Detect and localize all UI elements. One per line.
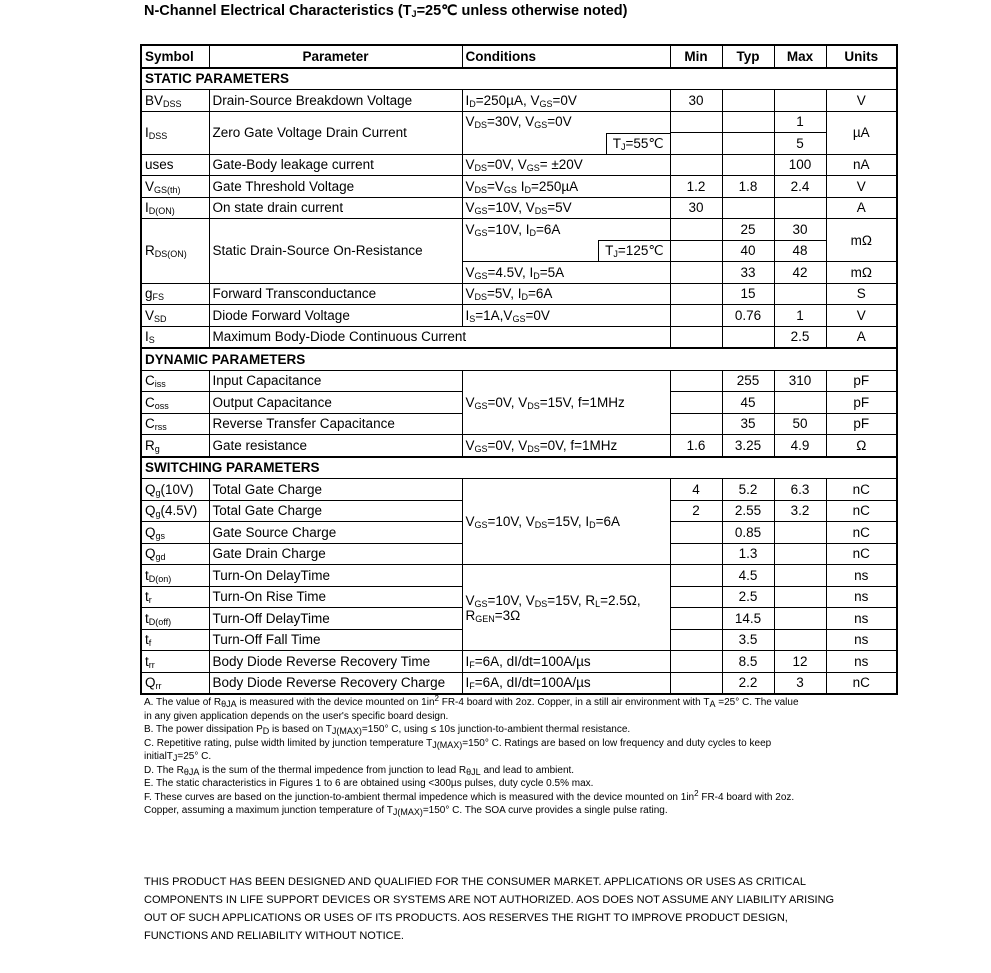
conditions-cell: $V_{GS}=10V$, $I_D=6A$ $T_J=125℃$ — [462, 219, 670, 262]
min-cell: 2 — [670, 500, 722, 522]
min-cell — [670, 651, 722, 673]
header-max: Max — [774, 45, 826, 68]
symbol-cell: $C_{rss}$ — [141, 413, 209, 435]
units-cell: mΩ — [826, 219, 897, 262]
typ-cell — [722, 326, 774, 348]
max-cell: 5 — [774, 133, 826, 155]
conditions-cell: $I_D=250\mu A$, $V_{GS}=0V$ — [462, 90, 670, 112]
symbol-cell: $t_f$ — [141, 629, 209, 651]
typ-cell: 0.76 — [722, 305, 774, 327]
note-c: C. Repetitive rating, pulse width limited by junction temperature $T_{J(MAX)}=150^\circ$ C. Ratings are based on low frequency and duty cycles to keep — [144, 737, 772, 750]
max-cell — [774, 283, 826, 305]
min-cell — [670, 133, 722, 155]
symbol-cell: $t_{D(on)}$ — [141, 565, 209, 587]
symbol-cell: $C_{iss}$ — [141, 370, 209, 392]
max-cell: 50 — [774, 413, 826, 435]
section-dynamic-title: DYNAMIC PARAMETERS — [141, 348, 897, 370]
electrical-characteristics-table — [140, 44, 898, 695]
note-a-cont: in any given application depends on the user's specific board design. — [144, 710, 449, 722]
typ-cell — [722, 154, 774, 176]
typ-cell: 2.55 — [722, 500, 774, 522]
typ-cell: 45 — [722, 392, 774, 414]
units-cell: mΩ — [826, 262, 897, 284]
parameter-cell: Turn-Off DelayTime — [209, 608, 462, 630]
tj-condition: $T_J=125℃$ — [598, 240, 669, 261]
typ-cell: 2.5 — [722, 586, 774, 608]
units-cell: V — [826, 305, 897, 327]
max-cell: 310 — [774, 370, 826, 392]
conditions-cell: $V_{GS}=0V$, $V_{DS}=15V$, f=1MHz — [462, 370, 670, 435]
tj-condition: $T_J=55℃$ — [606, 133, 670, 154]
typ-cell: 3.5 — [722, 629, 774, 651]
symbol-cell: $Q_{gd}$ — [141, 543, 209, 565]
parameter-cell: Reverse Transfer Capacitance — [209, 413, 462, 435]
symbol-cell: $I_S$ — [141, 326, 209, 348]
parameter-cell: Drain-Source Breakdown Voltage — [209, 90, 462, 112]
units-cell: pF — [826, 413, 897, 435]
min-cell — [670, 240, 722, 262]
table-row — [141, 176, 897, 198]
min-cell — [670, 262, 722, 284]
min-cell — [670, 586, 722, 608]
min-cell — [670, 219, 722, 241]
section-row — [141, 457, 897, 479]
parameter-cell: Maximum Body-Diode Continuous Current — [209, 326, 670, 348]
header-parameter: Parameter — [209, 45, 462, 68]
table-row — [141, 219, 897, 241]
symbol-cell: $R_g$ — [141, 435, 209, 457]
table-row — [141, 305, 897, 327]
units-cell: ns — [826, 651, 897, 673]
disclaimer-line: THIS PRODUCT HAS BEEN DESIGNED AND QUALIFIED FOR THE CONSUMER MARKET. APPLICATIONS OR USES AS CRITICAL — [144, 876, 806, 888]
header-conditions: Conditions — [462, 45, 670, 68]
section-row — [141, 348, 897, 370]
max-cell: 4.9 — [774, 435, 826, 457]
min-cell: 30 — [670, 90, 722, 112]
symbol-cell: $Q_g(10V)$ — [141, 479, 209, 501]
parameter-cell: Turn-Off Fall Time — [209, 629, 462, 651]
conditions-cell: $V_{GS}=10V$, $V_{DS}=15V$, $I_D=6A$ — [462, 479, 670, 565]
symbol-cell: $BV_{DSS}$ — [141, 90, 209, 112]
max-cell: 2.4 — [774, 176, 826, 198]
note-e: E. The static characteristics in Figures 1 to 6 are obtained using <300µs pulses, duty cycle 0.5% max. — [144, 778, 594, 789]
table-row — [141, 90, 897, 112]
table-row — [141, 479, 897, 501]
table-row — [141, 326, 897, 348]
typ-cell: 1.3 — [722, 543, 774, 565]
max-cell: 12 — [774, 651, 826, 673]
typ-cell: 25 — [722, 219, 774, 241]
parameter-cell: Gate Drain Charge — [209, 543, 462, 565]
max-cell — [774, 522, 826, 544]
note-d: D. The $R_{\theta JA}$ is the sum of the thermal impedence from junction to lead $R_{\theta JL}$ and lead to ambient. — [144, 764, 575, 777]
header-symbol: Symbol — [141, 45, 209, 68]
section-static-title: STATIC PARAMETERS — [141, 68, 897, 90]
min-cell — [670, 672, 722, 694]
note-a: A. The value of $R_{\theta JA}$ is measured with the device mounted on $1in^2$ FR-4 board with 2oz. Copper, in a still air environment with $T_A =25^\circ$ C. The value — [144, 694, 799, 709]
min-cell — [670, 370, 722, 392]
units-cell: nC — [826, 672, 897, 694]
parameter-cell: Body Diode Reverse Recovery Charge — [209, 672, 462, 694]
note-c-cont: initialT$_J$=25° C. — [144, 751, 212, 763]
min-cell — [670, 522, 722, 544]
max-cell — [774, 392, 826, 414]
units-cell: nA — [826, 154, 897, 176]
units-cell: A — [826, 197, 897, 219]
typ-cell: 35 — [722, 413, 774, 435]
table-row — [141, 565, 897, 587]
typ-cell: 0.85 — [722, 522, 774, 544]
units-cell: nC — [826, 479, 897, 501]
max-cell: 3.2 — [774, 500, 826, 522]
disclaimer — [144, 873, 884, 945]
max-cell — [774, 90, 826, 112]
conditions-cell: $V_{DS}=30V$, $V_{GS}=0V$ $T_J=55℃$ — [462, 111, 670, 154]
units-cell: nC — [826, 543, 897, 565]
typ-cell: 3.25 — [722, 435, 774, 457]
parameter-cell: Turn-On Rise Time — [209, 586, 462, 608]
parameter-cell: On state drain current — [209, 197, 462, 219]
symbol-cell: $V_{SD}$ — [141, 305, 209, 327]
units-cell: nC — [826, 500, 897, 522]
table-row — [141, 283, 897, 305]
parameter-cell: Body Diode Reverse Recovery Time — [209, 651, 462, 673]
parameter-cell: Gate-Body leakage current — [209, 154, 462, 176]
header-typ: Typ — [722, 45, 774, 68]
max-cell — [774, 565, 826, 587]
max-cell — [774, 543, 826, 565]
note-f-cont: Copper, assuming a maximum junction temperature of $T_{J(MAX)}=150^\circ$ C. The SOA curve provides a single pulse rating. — [144, 805, 668, 817]
header-units: Units — [826, 45, 897, 68]
min-cell — [670, 608, 722, 630]
max-cell — [774, 608, 826, 630]
note-b: B. The power dissipation $P_D$ is based on $T_{J(MAX)}=150^\circ$ C, using ≤ 10s junction-to-ambient thermal resistance. — [144, 724, 631, 736]
units-cell: pF — [826, 370, 897, 392]
units-cell: ns — [826, 565, 897, 587]
typ-cell: 40 — [722, 240, 774, 262]
parameter-cell: Total Gate Charge — [209, 500, 462, 522]
units-cell: ns — [826, 586, 897, 608]
units-cell: S — [826, 283, 897, 305]
max-cell — [774, 629, 826, 651]
disclaimer-line: COMPONENTS IN LIFE SUPPORT DEVICES OR SYSTEMS ARE NOT AUTHORIZED. AOS DOES NOT ASSUME ANY LIABILITY ARISING — [144, 894, 835, 906]
note-f: F. These curves are based on the junction-to-ambient thermal impedence which is measured with the device mounted on $1in^2$ FR-4 board with 2oz. — [144, 788, 795, 803]
symbol-cell: $C_{oss}$ — [141, 392, 209, 414]
min-cell — [670, 111, 722, 133]
max-cell: 3 — [774, 672, 826, 694]
units-cell: nC — [826, 522, 897, 544]
table-header-row — [141, 45, 897, 68]
symbol-cell: uses — [141, 154, 209, 176]
max-cell: 30 — [774, 219, 826, 241]
units-cell: A — [826, 326, 897, 348]
table-row — [141, 111, 897, 133]
conditions-cell: $V_{DS}=0V$, $V_{GS}= \pm 20V$ — [462, 154, 670, 176]
conditions-cell: $V_{GS}=0V$, $V_{DS}=0V$, f=1MHz — [462, 435, 670, 457]
typ-cell: 15 — [722, 283, 774, 305]
table-row — [141, 197, 897, 219]
parameter-cell: Total Gate Charge — [209, 479, 462, 501]
max-cell: 42 — [774, 262, 826, 284]
typ-cell — [722, 111, 774, 133]
parameter-cell: Gate resistance — [209, 435, 462, 457]
min-cell: 4 — [670, 479, 722, 501]
parameter-cell: Gate Source Charge — [209, 522, 462, 544]
typ-cell: 14.5 — [722, 608, 774, 630]
symbol-cell: $t_{rr}$ — [141, 651, 209, 673]
section-switching-title: SWITCHING PARAMETERS — [141, 457, 897, 479]
symbol-cell: $Q_g(4.5V)$ — [141, 500, 209, 522]
section-row — [141, 68, 897, 90]
min-cell — [670, 305, 722, 327]
parameter-cell: Zero Gate Voltage Drain Current — [209, 111, 462, 154]
page-title: N-Channel Electrical Characteristics ($T_J=25℃$ unless otherwise noted) — [144, 3, 628, 19]
units-cell: µA — [826, 111, 897, 154]
min-cell — [670, 392, 722, 414]
min-cell: 30 — [670, 197, 722, 219]
symbol-cell: $I_{DSS}$ — [141, 111, 209, 154]
symbol-cell: $g_{FS}$ — [141, 283, 209, 305]
parameter-cell: Input Capacitance — [209, 370, 462, 392]
parameter-cell: Diode Forward Voltage — [209, 305, 462, 327]
typ-cell: 1.8 — [722, 176, 774, 198]
units-cell: V — [826, 90, 897, 112]
typ-cell: 255 — [722, 370, 774, 392]
table-row — [141, 651, 897, 673]
typ-cell: 5.2 — [722, 479, 774, 501]
min-cell — [670, 154, 722, 176]
symbol-cell: $R_{DS(ON)}$ — [141, 219, 209, 284]
parameter-cell: Static Drain-Source On-Resistance — [209, 219, 462, 284]
disclaimer-line: FUNCTIONS AND RELIABILITY WITHOUT NOTICE. — [144, 930, 404, 942]
max-cell — [774, 197, 826, 219]
units-cell: ns — [826, 608, 897, 630]
units-cell: Ω — [826, 435, 897, 457]
min-cell — [670, 543, 722, 565]
conditions-cell: $V_{DS}=V_{GS}$ $I_D=250\mu A$ — [462, 176, 670, 198]
parameter-cell: Gate Threshold Voltage — [209, 176, 462, 198]
min-cell — [670, 629, 722, 651]
parameter-cell: Forward Transconductance — [209, 283, 462, 305]
table-row — [141, 370, 897, 392]
conditions-cell: $V_{GS}=10V$, $V_{DS}=15V$, $R_L=2.5\Omega$, $R_{GEN}=3\Omega$ — [462, 565, 670, 651]
typ-cell: 33 — [722, 262, 774, 284]
parameter-cell: Output Capacitance — [209, 392, 462, 414]
typ-cell — [722, 90, 774, 112]
symbol-cell: $I_{D(ON)}$ — [141, 197, 209, 219]
max-cell: 1 — [774, 305, 826, 327]
table-row — [141, 672, 897, 694]
max-cell: 100 — [774, 154, 826, 176]
conditions-cell: $I_F=6A$, dI/dt=100A/µs — [462, 672, 670, 694]
typ-cell — [722, 197, 774, 219]
conditions-cell: $V_{GS}=4.5V$, $I_D=5A$ — [462, 262, 670, 284]
units-cell: V — [826, 176, 897, 198]
min-cell: 1.2 — [670, 176, 722, 198]
parameter-cell: Turn-On DelayTime — [209, 565, 462, 587]
max-cell: 48 — [774, 240, 826, 262]
symbol-cell: $t_r$ — [141, 586, 209, 608]
max-cell: 1 — [774, 111, 826, 133]
units-cell: ns — [826, 629, 897, 651]
symbol-cell: $Q_{rr}$ — [141, 672, 209, 694]
disclaimer-line: OUT OF SUCH APPLICATIONS OR USES OF ITS PRODUCTS. AOS RESERVES THE RIGHT TO IMPROVE PRODUCT DESIGN, — [144, 912, 788, 924]
units-cell: pF — [826, 392, 897, 414]
typ-cell: 8.5 — [722, 651, 774, 673]
min-cell — [670, 283, 722, 305]
conditions-cell: $I_S=1A,V_{GS}=0V$ — [462, 305, 670, 327]
max-cell: 2.5 — [774, 326, 826, 348]
min-cell — [670, 565, 722, 587]
min-cell — [670, 326, 722, 348]
symbol-cell: $t_{D(off)}$ — [141, 608, 209, 630]
min-cell — [670, 413, 722, 435]
typ-cell: 4.5 — [722, 565, 774, 587]
conditions-cell: $V_{DS}=5V$, $I_D=6A$ — [462, 283, 670, 305]
symbol-cell: $Q_{gs}$ — [141, 522, 209, 544]
table-row — [141, 154, 897, 176]
table-row — [141, 435, 897, 457]
footnotes — [144, 696, 884, 818]
typ-cell — [722, 133, 774, 155]
header-min: Min — [670, 45, 722, 68]
typ-cell: 2.2 — [722, 672, 774, 694]
max-cell: 6.3 — [774, 479, 826, 501]
symbol-cell: $V_{GS(th)}$ — [141, 176, 209, 198]
max-cell — [774, 586, 826, 608]
min-cell: 1.6 — [670, 435, 722, 457]
conditions-cell: $V_{GS}=10V$, $V_{DS}=5V$ — [462, 197, 670, 219]
conditions-cell: $I_F=6A$, dI/dt=100A/µs — [462, 651, 670, 673]
